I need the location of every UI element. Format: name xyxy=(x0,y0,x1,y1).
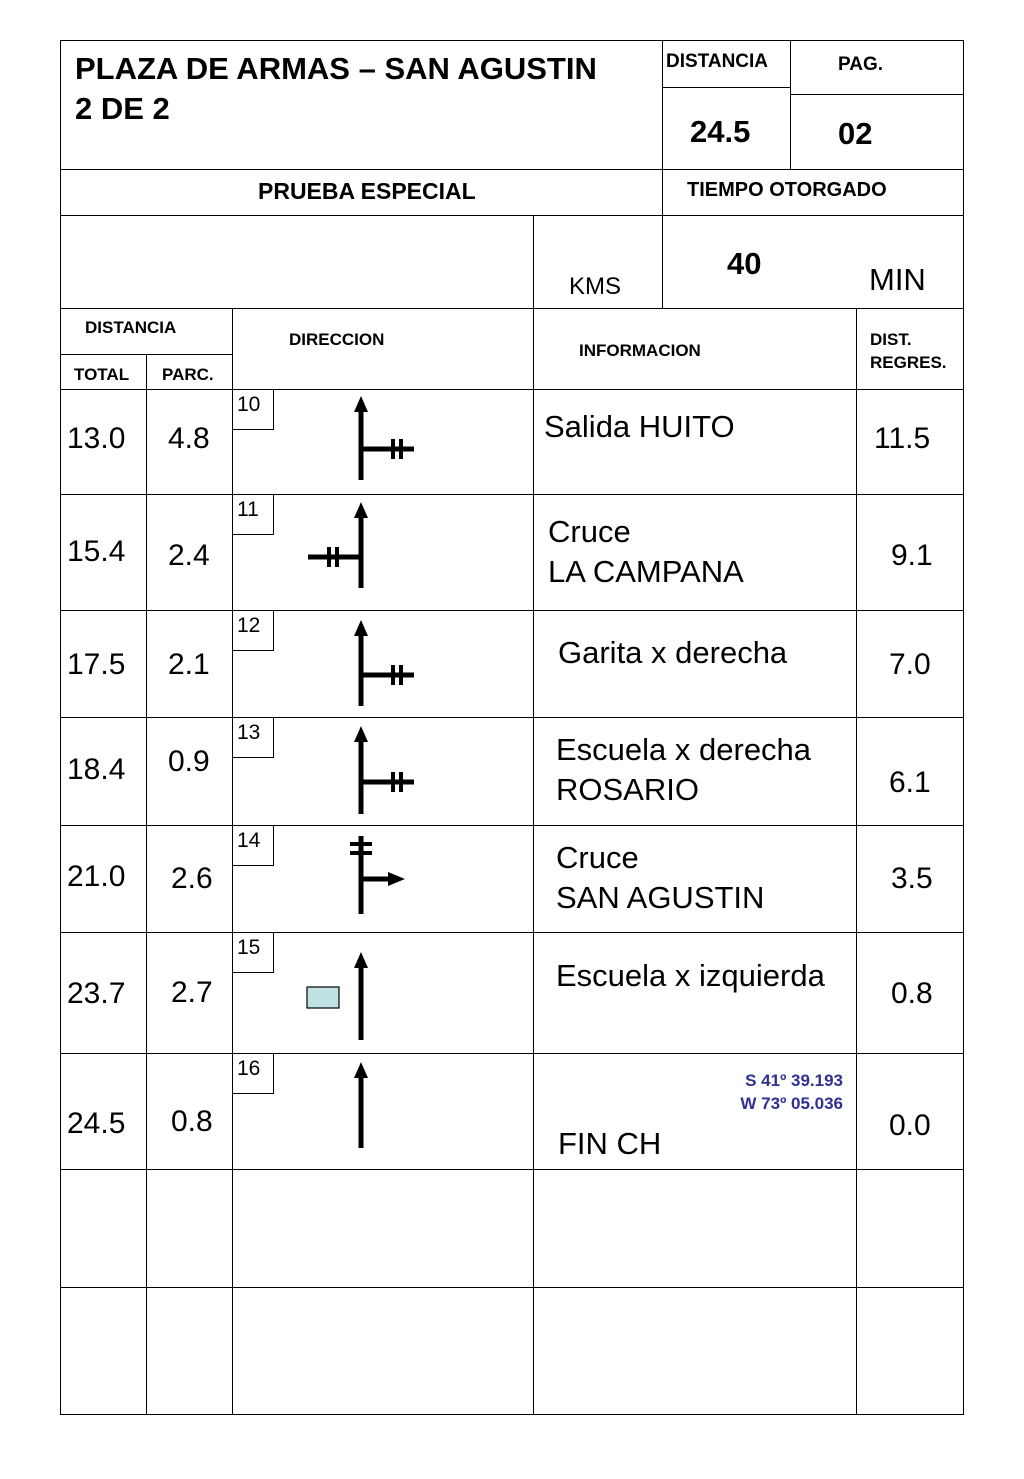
row-info-line1: Escuela x izquierda xyxy=(556,958,825,993)
row-parc: 0.9 xyxy=(168,745,210,778)
header-divider-h5 xyxy=(60,308,964,309)
row-line xyxy=(60,610,964,611)
row-total: 18.4 xyxy=(67,753,126,786)
col-header-distancia: DISTANCIA xyxy=(85,318,177,337)
header-divider-h1 xyxy=(662,87,791,88)
row-line xyxy=(60,1287,964,1288)
header-divider-v1 xyxy=(662,40,663,309)
row-number-box: 14 xyxy=(233,826,274,866)
gps-longitude: W 73º 05.036 xyxy=(740,1094,843,1113)
straight-arrow-with-right-dirt-road-icon xyxy=(340,616,420,708)
row-total: 15.4 xyxy=(67,535,126,568)
row-total: 13.0 xyxy=(67,422,126,455)
row-total: 23.7 xyxy=(67,977,126,1010)
row-info-line2: SAN AGUSTIN xyxy=(556,880,765,915)
row-parc: 4.8 xyxy=(168,422,210,455)
row-line xyxy=(60,494,964,495)
col-header-total: TOTAL xyxy=(74,365,130,384)
row-parc: 0.8 xyxy=(171,1105,213,1138)
gps-coordinates xyxy=(700,1069,843,1115)
header-divider-v2 xyxy=(790,40,791,169)
prueba-especial-label: PRUEBA ESPECIAL xyxy=(258,178,476,204)
straight-arrow-with-left-dirt-road-icon xyxy=(300,498,380,590)
row-line xyxy=(60,932,964,933)
kms-label: KMS xyxy=(569,273,622,300)
page-title: PLAZA DE ARMAS – SAN AGUSTIN xyxy=(75,51,597,86)
row-dist-regres: 6.1 xyxy=(889,766,931,799)
row-parc: 2.6 xyxy=(171,862,213,895)
row-info-line1: Escuela x derecha xyxy=(556,732,812,767)
col-header-regres: REGRES. xyxy=(870,353,947,372)
border-left xyxy=(60,40,61,1415)
page-subtitle: 2 DE 2 xyxy=(75,91,170,126)
row-info-line1: Cruce xyxy=(556,840,639,875)
row-info-line2: LA CAMPANA xyxy=(548,554,744,589)
row-total: 21.0 xyxy=(67,860,126,893)
straight-arrow-icon xyxy=(340,1058,384,1150)
min-label: MIN xyxy=(869,262,926,297)
border-top xyxy=(60,40,964,41)
pag-value: 02 xyxy=(838,116,873,151)
row-number-box: 16 xyxy=(233,1054,274,1094)
distancia-subheader-line xyxy=(60,354,233,355)
row-line xyxy=(60,1169,964,1170)
straight-arrow-with-right-dirt-road-icon xyxy=(340,392,420,484)
row-number-box: 10 xyxy=(233,390,274,430)
col-header-parc: PARC. xyxy=(162,365,214,384)
row-dist-regres: 0.0 xyxy=(889,1109,931,1142)
row-line xyxy=(60,717,964,718)
row-info-line1: Salida HUITO xyxy=(544,409,735,444)
row-parc: 2.7 xyxy=(171,976,213,1009)
col-header-informacion: INFORMACION xyxy=(579,341,701,360)
row-line xyxy=(60,1053,964,1054)
col-line-info xyxy=(533,215,534,1415)
gps-latitude: S 41º 39.193 xyxy=(745,1071,843,1090)
row-info-line1: Cruce xyxy=(548,514,631,549)
row-number-box: 12 xyxy=(233,611,274,651)
row-number-box: 13 xyxy=(233,718,274,758)
row-info-line1: FIN CH xyxy=(558,1126,662,1161)
row-parc: 2.4 xyxy=(168,539,210,572)
row-info-line2: ROSARIO xyxy=(556,772,699,807)
row-dist-regres: 3.5 xyxy=(891,862,933,895)
border-bottom xyxy=(60,1414,964,1415)
straight-arrow-with-right-dirt-road-icon xyxy=(340,722,420,816)
col-header-dist: DIST. xyxy=(870,330,912,349)
tiempo-otorgado-label: TIEMPO OTORGADO xyxy=(687,179,887,201)
col-header-direccion: DIRECCION xyxy=(289,330,385,349)
pag-label: PAG. xyxy=(838,54,884,75)
row-number-box: 11 xyxy=(233,495,274,535)
row-total: 24.5 xyxy=(67,1107,126,1140)
row-info-line1: Garita x derecha xyxy=(558,635,788,670)
distancia-value: 24.5 xyxy=(690,114,751,149)
row-total: 17.5 xyxy=(67,648,126,681)
tiempo-value: 40 xyxy=(727,246,762,281)
header-divider-h4 xyxy=(60,215,964,216)
row-dist-regres: 7.0 xyxy=(889,648,931,681)
row-dist-regres: 11.5 xyxy=(874,422,931,455)
row-dist-regres: 0.8 xyxy=(891,977,933,1010)
distancia-label: DISTANCIA xyxy=(666,51,769,72)
straight-arrow-with-left-building-icon xyxy=(300,948,380,1042)
col-line-regres xyxy=(856,308,857,1415)
turn-right-arrow-icon xyxy=(340,834,420,916)
border-right xyxy=(963,40,964,1415)
col-line-parc xyxy=(146,354,147,1415)
row-dist-regres: 9.1 xyxy=(891,539,933,572)
header-divider-h3 xyxy=(60,169,964,170)
row-line xyxy=(60,825,964,826)
header-divider-h2 xyxy=(790,94,964,95)
row-number-box: 15 xyxy=(233,933,274,973)
column-header-bottom xyxy=(60,389,964,390)
row-parc: 2.1 xyxy=(168,648,210,681)
